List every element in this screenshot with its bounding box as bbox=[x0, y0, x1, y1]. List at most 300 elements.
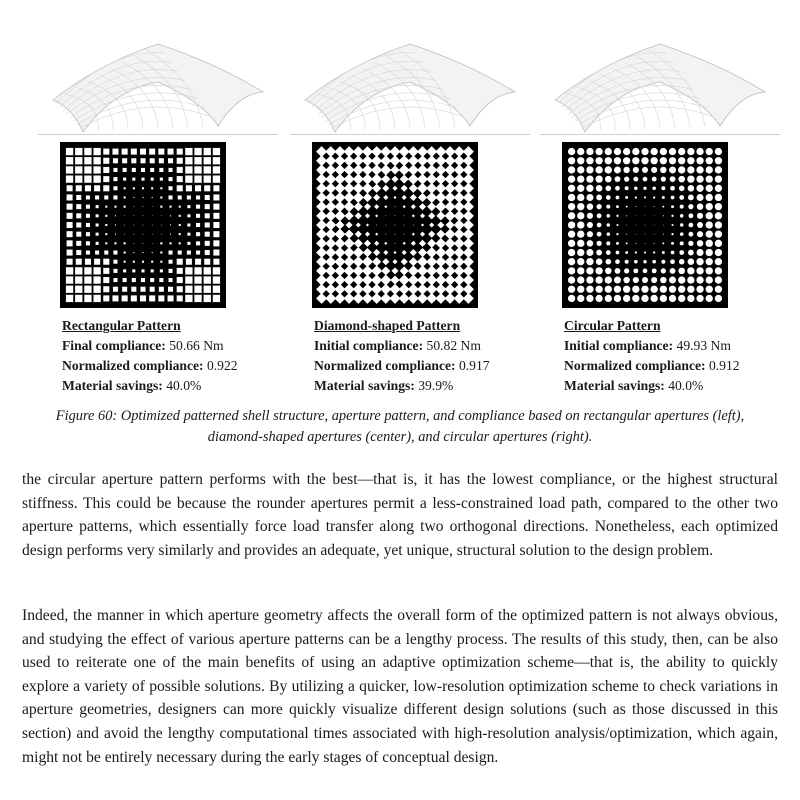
aperture bbox=[66, 175, 73, 182]
aperture bbox=[213, 240, 219, 246]
aperture bbox=[653, 251, 655, 253]
aperture bbox=[75, 148, 82, 155]
aperture bbox=[213, 175, 220, 182]
aperture bbox=[586, 276, 593, 283]
aperture bbox=[577, 175, 584, 182]
metric-value: 39.9% bbox=[414, 378, 454, 393]
aperture bbox=[141, 269, 144, 272]
aperture bbox=[696, 258, 703, 265]
aperture bbox=[185, 295, 192, 302]
panel-title: Rectangular Pattern bbox=[62, 318, 181, 333]
aperture bbox=[645, 225, 646, 226]
aperture bbox=[587, 222, 593, 228]
aperture bbox=[213, 204, 219, 210]
aperture bbox=[94, 259, 100, 265]
aperture bbox=[654, 206, 655, 207]
aperture bbox=[131, 149, 137, 155]
aperture bbox=[177, 167, 183, 173]
aperture bbox=[577, 212, 584, 219]
aperture bbox=[96, 223, 99, 226]
aperture bbox=[577, 240, 584, 247]
aperture bbox=[669, 286, 676, 293]
aperture bbox=[634, 260, 638, 264]
divider bbox=[38, 134, 278, 135]
aperture bbox=[113, 287, 118, 292]
aperture bbox=[115, 234, 116, 235]
aperture bbox=[76, 185, 82, 191]
aperture bbox=[115, 215, 116, 216]
aperture bbox=[178, 250, 182, 254]
metric-material-savings bbox=[314, 376, 544, 396]
aperture bbox=[186, 185, 192, 191]
aperture bbox=[75, 166, 82, 173]
aperture bbox=[635, 243, 636, 244]
aperture bbox=[114, 206, 116, 208]
aperture bbox=[66, 267, 73, 274]
panel-info bbox=[564, 316, 794, 396]
aperture bbox=[651, 277, 657, 283]
aperture bbox=[187, 250, 191, 254]
aperture bbox=[158, 295, 164, 301]
aperture bbox=[133, 187, 135, 189]
aperture bbox=[103, 149, 109, 155]
metric-value: 0.912 bbox=[705, 358, 740, 373]
aperture bbox=[688, 213, 693, 218]
aperture bbox=[643, 177, 648, 182]
aperture bbox=[678, 148, 685, 155]
aperture bbox=[605, 148, 612, 155]
aperture bbox=[652, 260, 656, 264]
aperture bbox=[177, 185, 183, 191]
aperture bbox=[644, 251, 646, 253]
aperture bbox=[688, 195, 694, 201]
aperture bbox=[606, 250, 611, 255]
aperture bbox=[194, 157, 201, 164]
aperture bbox=[152, 197, 153, 198]
aperture bbox=[606, 241, 610, 245]
aperture bbox=[606, 205, 610, 209]
aperture bbox=[105, 242, 107, 244]
aperture bbox=[132, 269, 135, 272]
aperture bbox=[568, 185, 575, 192]
aperture bbox=[132, 278, 136, 282]
aperture bbox=[671, 233, 673, 235]
aperture bbox=[84, 286, 91, 293]
aperture bbox=[715, 295, 722, 302]
aperture bbox=[614, 157, 621, 164]
aperture bbox=[706, 203, 713, 210]
aperture bbox=[616, 215, 618, 217]
aperture bbox=[84, 276, 91, 283]
aperture bbox=[697, 194, 704, 201]
aperture bbox=[67, 204, 73, 210]
aperture bbox=[625, 196, 628, 199]
aperture bbox=[596, 195, 602, 201]
aperture bbox=[577, 231, 584, 238]
aperture bbox=[586, 267, 593, 274]
aperture bbox=[160, 178, 163, 181]
aperture bbox=[204, 295, 211, 302]
aperture bbox=[141, 278, 145, 282]
aperture bbox=[112, 295, 118, 301]
aperture bbox=[586, 194, 593, 201]
aperture bbox=[160, 251, 162, 253]
aperture bbox=[123, 178, 126, 181]
aperture bbox=[669, 148, 676, 155]
aperture bbox=[669, 166, 676, 173]
aperture bbox=[715, 258, 722, 265]
aperture bbox=[67, 222, 73, 228]
aperture bbox=[568, 295, 575, 302]
aperture bbox=[93, 148, 100, 155]
metric-label: Initial compliance: bbox=[314, 338, 424, 353]
aperture bbox=[643, 269, 648, 274]
aperture bbox=[605, 166, 612, 173]
aperture bbox=[151, 178, 154, 181]
aperture bbox=[644, 196, 646, 198]
aperture bbox=[76, 195, 81, 200]
aperture bbox=[632, 295, 639, 302]
aperture bbox=[170, 215, 171, 216]
aperture bbox=[113, 260, 117, 264]
aperture bbox=[577, 221, 584, 228]
aperture bbox=[568, 286, 575, 293]
aperture bbox=[204, 157, 211, 164]
aperture bbox=[76, 213, 81, 218]
aperture bbox=[168, 195, 172, 199]
aperture bbox=[143, 234, 144, 235]
aperture bbox=[633, 177, 638, 182]
aperture bbox=[577, 295, 584, 302]
aperture bbox=[76, 250, 81, 255]
aperture bbox=[696, 185, 703, 192]
aperture bbox=[586, 148, 593, 155]
aperture bbox=[169, 206, 171, 208]
aperture bbox=[115, 224, 116, 225]
aperture bbox=[149, 149, 155, 155]
aperture bbox=[177, 158, 183, 164]
aperture bbox=[662, 251, 665, 254]
aperture bbox=[213, 267, 220, 274]
metric-value: 40.0% bbox=[162, 378, 202, 393]
aperture bbox=[213, 259, 219, 265]
metric-value: 0.917 bbox=[455, 358, 490, 373]
aperture bbox=[696, 166, 703, 173]
aperture bbox=[152, 234, 153, 235]
metric-initial-compliance bbox=[314, 336, 544, 356]
aperture bbox=[596, 185, 603, 192]
aperture bbox=[680, 223, 683, 226]
aperture bbox=[669, 277, 676, 284]
aperture bbox=[715, 148, 722, 155]
aperture bbox=[635, 196, 637, 198]
aperture bbox=[131, 287, 136, 292]
aperture bbox=[196, 205, 200, 209]
aperture bbox=[96, 233, 99, 236]
aperture bbox=[158, 149, 164, 155]
aperture bbox=[94, 185, 100, 191]
aperture bbox=[168, 287, 173, 292]
aperture bbox=[641, 157, 648, 164]
aperture bbox=[122, 149, 128, 155]
aperture bbox=[179, 206, 181, 208]
aperture bbox=[178, 195, 182, 199]
metric-material-savings bbox=[62, 376, 292, 396]
aperture-pattern-diamond bbox=[312, 142, 478, 308]
aperture bbox=[680, 205, 684, 209]
aperture bbox=[605, 286, 612, 293]
aperture bbox=[645, 206, 646, 207]
aperture bbox=[213, 295, 220, 302]
aperture bbox=[141, 168, 145, 172]
aperture bbox=[204, 185, 210, 191]
aperture bbox=[616, 196, 620, 200]
aperture bbox=[654, 225, 655, 226]
aperture bbox=[76, 259, 82, 265]
aperture bbox=[643, 187, 646, 190]
aperture bbox=[633, 277, 639, 283]
aperture bbox=[187, 242, 190, 245]
aperture bbox=[194, 175, 201, 182]
aperture bbox=[133, 215, 134, 216]
aperture bbox=[213, 286, 220, 293]
aperture bbox=[123, 168, 127, 172]
metric-label: Normalized compliance: bbox=[314, 358, 456, 373]
aperture bbox=[177, 277, 183, 283]
aperture bbox=[616, 224, 618, 226]
aperture bbox=[715, 267, 722, 274]
panel-info bbox=[314, 316, 544, 396]
aperture bbox=[623, 286, 630, 293]
aperture bbox=[568, 203, 575, 210]
aperture bbox=[196, 195, 200, 199]
aperture bbox=[103, 259, 109, 265]
aperture bbox=[651, 157, 658, 164]
aperture bbox=[67, 231, 73, 237]
aperture bbox=[715, 185, 722, 192]
aperture bbox=[168, 177, 172, 181]
aperture bbox=[194, 267, 201, 274]
aperture bbox=[597, 223, 602, 228]
aperture bbox=[651, 295, 658, 302]
shell-render-diamond bbox=[290, 22, 530, 134]
aperture bbox=[586, 157, 593, 164]
aperture bbox=[597, 232, 602, 237]
aperture bbox=[114, 242, 116, 244]
aperture bbox=[616, 205, 619, 208]
metric-label: Final compliance: bbox=[62, 338, 166, 353]
aperture bbox=[680, 241, 684, 245]
aperture bbox=[653, 196, 655, 198]
aperture bbox=[596, 258, 603, 265]
aperture bbox=[133, 243, 134, 244]
aperture bbox=[179, 215, 181, 217]
metric-label: Material savings: bbox=[314, 378, 415, 393]
aperture bbox=[93, 267, 100, 274]
metric-material-savings bbox=[564, 376, 794, 396]
aperture bbox=[152, 225, 153, 226]
aperture bbox=[204, 148, 211, 155]
aperture bbox=[696, 267, 703, 274]
aperture bbox=[67, 240, 73, 246]
aperture bbox=[194, 148, 201, 155]
aperture bbox=[696, 157, 703, 164]
aperture bbox=[160, 269, 163, 272]
aperture bbox=[586, 175, 593, 182]
aperture bbox=[113, 278, 117, 282]
aperture bbox=[140, 149, 146, 155]
aperture bbox=[103, 295, 109, 301]
aperture bbox=[568, 175, 575, 182]
aperture bbox=[606, 195, 611, 200]
aperture bbox=[66, 166, 73, 173]
aperture bbox=[213, 213, 219, 219]
aperture bbox=[187, 214, 190, 217]
aperture bbox=[113, 158, 118, 163]
aperture bbox=[179, 242, 181, 244]
aperture bbox=[687, 295, 694, 302]
aperture bbox=[687, 175, 694, 182]
aperture bbox=[641, 148, 648, 155]
aperture bbox=[615, 268, 621, 274]
aperture bbox=[75, 267, 82, 274]
aperture bbox=[152, 215, 153, 216]
aperture bbox=[670, 176, 676, 182]
aperture bbox=[678, 286, 685, 293]
metric-value: 50.82 Nm bbox=[423, 338, 481, 353]
aperture bbox=[697, 231, 703, 237]
aperture bbox=[167, 149, 173, 155]
aperture bbox=[696, 175, 703, 182]
aperture bbox=[152, 243, 153, 244]
aperture bbox=[204, 259, 210, 265]
aperture bbox=[641, 295, 648, 302]
aperture bbox=[687, 276, 694, 283]
metric-normalized-compliance bbox=[62, 356, 292, 376]
aperture bbox=[141, 178, 144, 181]
aperture bbox=[586, 295, 593, 302]
aperture bbox=[697, 203, 703, 209]
aperture bbox=[95, 195, 99, 199]
aperture bbox=[177, 286, 183, 292]
aperture bbox=[124, 225, 125, 226]
aperture bbox=[652, 177, 657, 182]
aperture bbox=[124, 215, 125, 216]
aperture bbox=[104, 195, 108, 199]
aperture bbox=[76, 222, 81, 227]
aperture bbox=[142, 187, 144, 189]
aperture bbox=[678, 268, 685, 275]
aperture bbox=[168, 250, 172, 254]
aperture bbox=[160, 206, 162, 208]
aperture bbox=[185, 166, 192, 173]
aperture bbox=[86, 241, 90, 245]
aperture bbox=[205, 232, 210, 237]
aperture bbox=[124, 261, 126, 263]
aperture bbox=[160, 261, 162, 263]
aperture bbox=[124, 196, 126, 198]
aperture bbox=[661, 260, 665, 264]
aperture bbox=[687, 148, 694, 155]
aperture bbox=[185, 276, 192, 283]
aperture bbox=[143, 206, 144, 207]
aperture bbox=[652, 187, 656, 191]
aperture bbox=[595, 267, 602, 274]
aperture bbox=[113, 269, 117, 273]
aperture bbox=[204, 286, 211, 293]
aperture bbox=[687, 267, 694, 274]
aperture bbox=[626, 215, 627, 216]
aperture bbox=[614, 295, 621, 302]
aperture bbox=[715, 231, 722, 238]
aperture bbox=[112, 149, 118, 155]
aperture bbox=[205, 241, 210, 246]
aperture bbox=[113, 195, 117, 199]
aperture bbox=[635, 206, 636, 207]
aperture bbox=[670, 259, 675, 264]
aperture bbox=[715, 194, 722, 201]
aperture bbox=[706, 166, 713, 173]
aperture bbox=[205, 250, 210, 255]
aperture bbox=[113, 186, 117, 190]
aperture bbox=[123, 278, 127, 282]
aperture bbox=[706, 185, 713, 192]
aperture bbox=[103, 176, 109, 182]
aperture bbox=[706, 240, 713, 247]
aperture bbox=[67, 194, 73, 200]
aperture bbox=[93, 157, 100, 164]
aperture bbox=[577, 276, 584, 283]
aperture bbox=[133, 197, 134, 198]
aperture bbox=[706, 267, 713, 274]
aperture bbox=[626, 206, 628, 208]
aperture bbox=[195, 185, 201, 191]
aperture bbox=[84, 175, 91, 182]
aperture bbox=[633, 268, 638, 273]
aperture bbox=[194, 276, 201, 283]
aperture bbox=[642, 277, 648, 283]
aperture bbox=[104, 250, 108, 254]
aperture bbox=[213, 276, 220, 283]
aperture bbox=[671, 242, 674, 245]
aperture bbox=[96, 242, 99, 245]
aperture bbox=[661, 268, 666, 273]
aperture bbox=[706, 148, 713, 155]
aperture bbox=[715, 175, 722, 182]
aperture bbox=[577, 249, 584, 256]
aperture bbox=[586, 286, 593, 293]
aperture bbox=[596, 241, 601, 246]
aperture bbox=[614, 148, 621, 155]
aperture bbox=[642, 167, 648, 173]
aperture bbox=[632, 157, 639, 164]
aperture bbox=[678, 176, 685, 183]
aperture bbox=[625, 251, 628, 254]
aperture bbox=[586, 185, 593, 192]
aperture bbox=[75, 276, 82, 283]
aperture bbox=[568, 258, 575, 265]
aperture bbox=[615, 186, 620, 191]
aperture bbox=[652, 268, 657, 273]
aperture bbox=[577, 157, 584, 164]
aperture bbox=[577, 185, 584, 192]
metric-value: 40.0% bbox=[664, 378, 704, 393]
aperture bbox=[706, 249, 713, 256]
aperture bbox=[149, 295, 155, 301]
aperture bbox=[605, 268, 612, 275]
aperture bbox=[140, 158, 145, 163]
aperture bbox=[124, 206, 126, 208]
